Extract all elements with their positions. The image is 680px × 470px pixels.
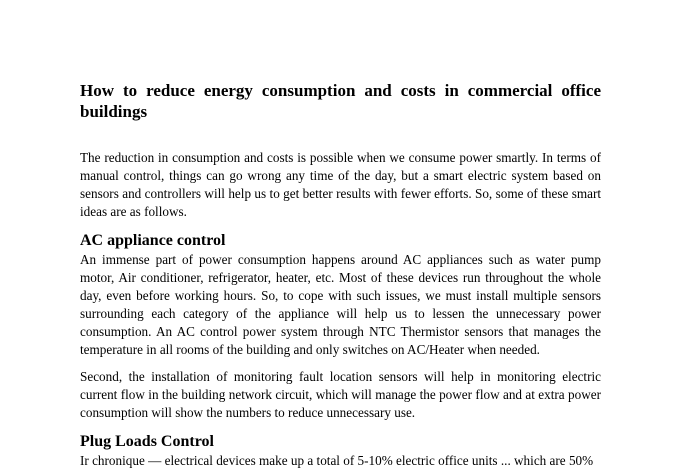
- document-title: How to reduce energy consumption and costs in commercial office buildings: [80, 81, 601, 121]
- section-heading-ac-appliance-control: AC appliance control: [80, 232, 226, 249]
- plug-loads-paragraph-1: Ir chronique — electrical devices make up a total of 5-10% electric office units ... which are 50%: [80, 453, 594, 468]
- ac-control-paragraph-2: Second, the installation of monitoring fault location sensors will help in monitoring electric current flow in the building network circuit, which will manage the power flow and at extra power consumption will show the numbers to reduce unnecessary use.: [80, 369, 601, 420]
- section-heading-plug-loads-control: Plug Loads Control: [80, 433, 214, 450]
- ac-control-paragraph-1: An immense part of power consumption happens around AC appliances such as water pump motor, Air conditioner, refrigerator, heater, etc. Most of these devices run throughout the whole day, even before working hours. So, to cope with such issues, we must install multiple sensors surrounding each category of the appliance will help us to lessen the unnecessary power consumption. An AC control power system through NTC Thermistor sensors that manages the temperature in all rooms of the building and only switches on AC/Heater when needed.: [80, 252, 601, 357]
- intro-paragraph: The reduction in consumption and costs is possible when we consume power smartly. In terms of manual control, things can go wrong any time of the day, but a smart electric system based on sensors and controllers will help us to get better results with fewer efforts. So, some of these smart ideas are as follows.: [80, 150, 601, 219]
